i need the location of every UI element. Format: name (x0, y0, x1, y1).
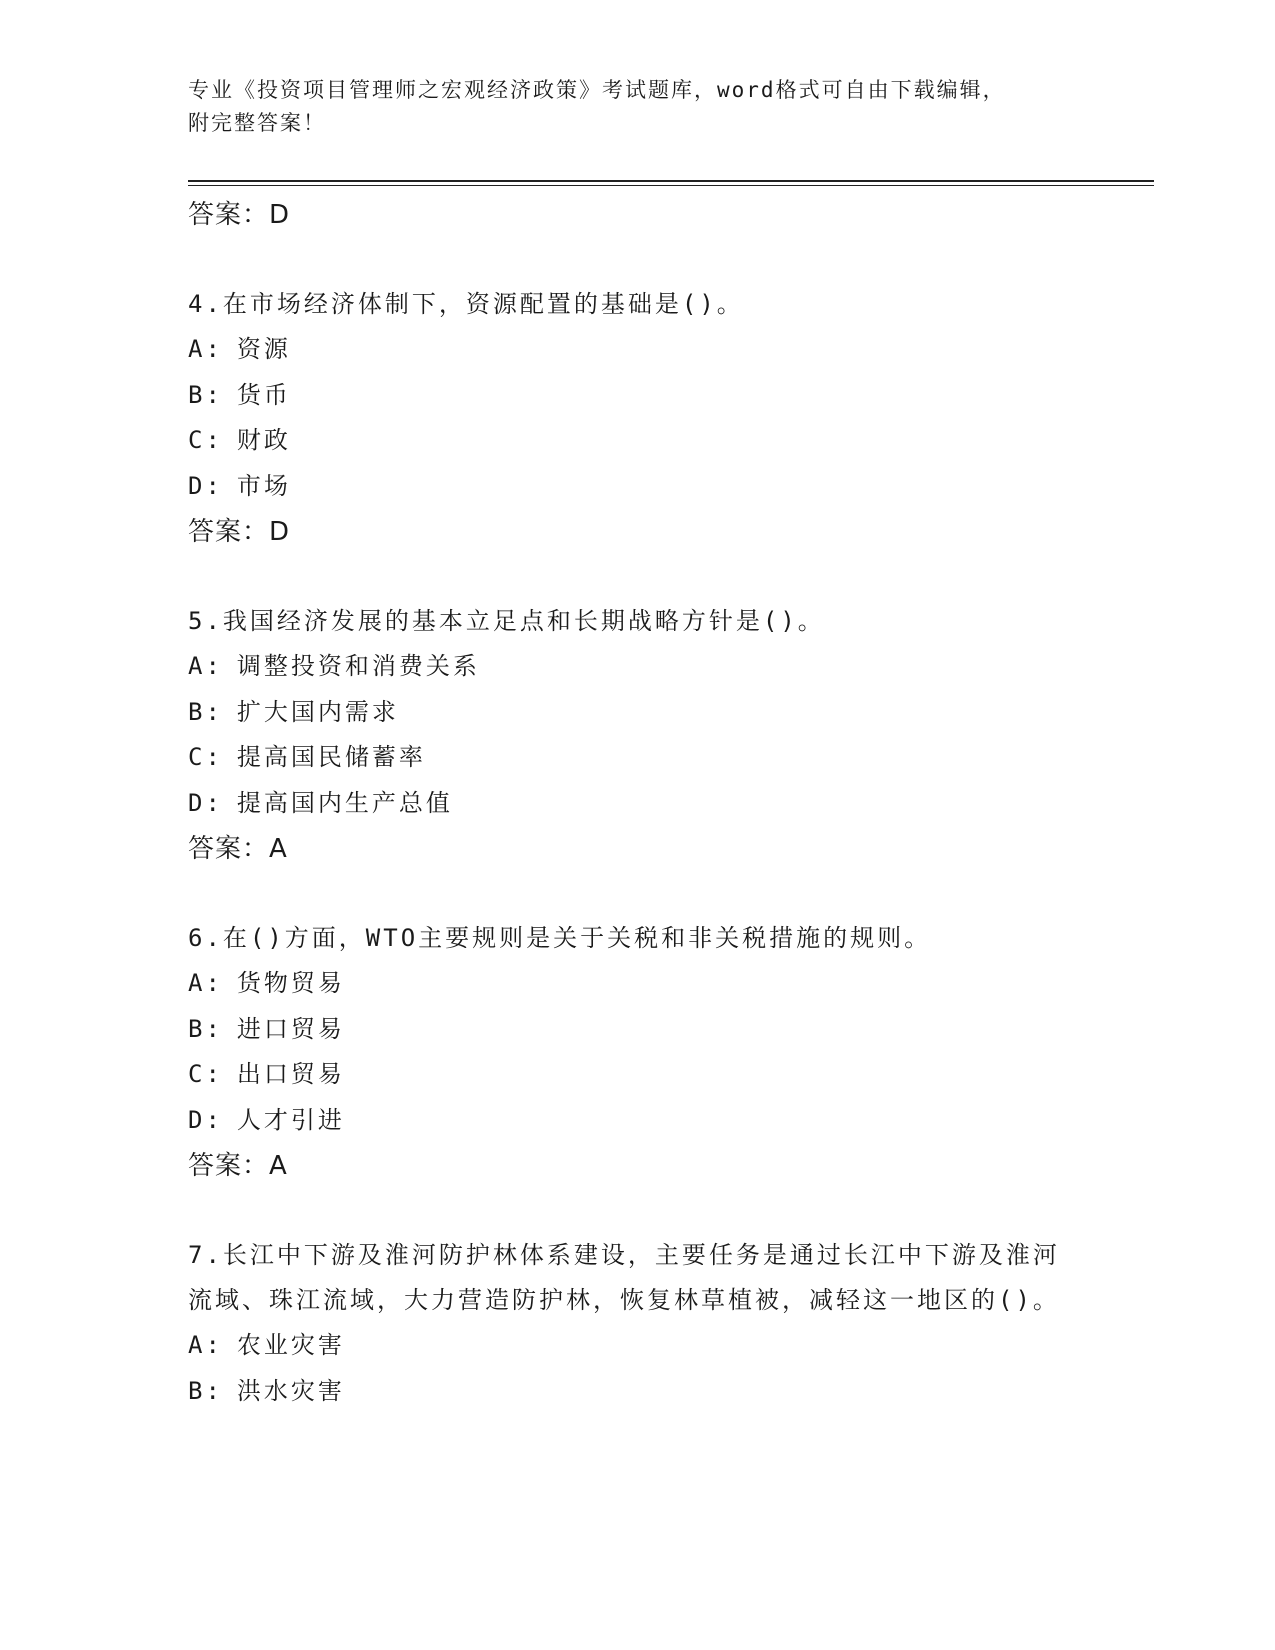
option-b (188, 373, 1068, 419)
option-letter: B: (188, 1014, 223, 1043)
option-a (188, 327, 1068, 373)
option-d (188, 781, 1068, 827)
option-c (188, 1052, 1068, 1098)
option-letter: A: (188, 969, 223, 997)
option-text: 市场 (236, 471, 291, 500)
option-c (188, 735, 1068, 781)
option-letter: D: (188, 788, 223, 817)
question-list (188, 192, 1068, 1414)
question-stem: 5.我国经济发展的基本立足点和长期战略方针是()。 (188, 607, 825, 635)
option-letter: C: (188, 1060, 223, 1088)
option-letter: A: (188, 652, 223, 680)
option-letter: C: (188, 743, 223, 771)
previous-answer: 答案：D (188, 200, 291, 230)
header-line-2: 附完整答案！ (188, 111, 326, 135)
option-text: 提高国民储蓄率 (236, 743, 426, 771)
option-d (188, 1098, 1068, 1144)
question-5 (188, 599, 1068, 872)
question-stem: 7.长江中下游及淮河防护林体系建设，主要任务是通过长江中下游及淮河流域、珠江流域，大力营造防护林，恢复林草植被，减轻这一地区的()。 (188, 1241, 1060, 1314)
question-stem: 4.在市场经济体制下，资源配置的基础是()。 (188, 290, 744, 318)
option-b (188, 690, 1068, 736)
option-letter: D: (188, 471, 223, 500)
option-b (188, 1007, 1068, 1053)
option-text: 洪水灾害 (236, 1376, 345, 1405)
question-answer: 答案：D (188, 517, 291, 547)
option-letter: A: (188, 1331, 223, 1359)
option-text: 扩大国内需求 (236, 697, 399, 726)
option-text: 人才引进 (236, 1105, 345, 1134)
option-a (188, 961, 1068, 1007)
option-text: 调整投资和消费关系 (236, 652, 480, 680)
option-text: 出口贸易 (236, 1060, 345, 1088)
option-letter: A: (188, 335, 223, 363)
option-text: 货币 (236, 380, 291, 409)
option-b (188, 1369, 1068, 1415)
option-c (188, 418, 1068, 464)
option-letter: B: (188, 697, 223, 726)
option-letter: D: (188, 1105, 223, 1134)
option-letter: B: (188, 1376, 223, 1405)
question-stem: 6.在()方面，WTO主要规则是关于关税和非关税措施的规则。 (188, 924, 932, 952)
option-a (188, 644, 1068, 690)
question-4 (188, 282, 1068, 555)
option-text: 货物贸易 (236, 969, 345, 997)
header-divider-thick (188, 180, 1154, 182)
question-answer: 答案：A (188, 834, 288, 864)
question-6 (188, 916, 1068, 1189)
question-answer: 答案：A (188, 1151, 288, 1181)
header-line-1: 专业《投资项目管理师之宏观经济政策》考试题库，word格式可自由下载编辑， (188, 78, 1006, 102)
option-d (188, 464, 1068, 510)
question-7 (188, 1233, 1068, 1414)
option-letter: C: (188, 426, 223, 454)
option-text: 资源 (236, 335, 291, 363)
option-text: 进口贸易 (236, 1014, 345, 1043)
option-text: 财政 (236, 426, 291, 454)
option-letter: B: (188, 380, 223, 409)
option-text: 农业灾害 (236, 1331, 345, 1359)
document-header (188, 74, 1068, 140)
header-divider-thin (188, 185, 1154, 186)
option-a (188, 1323, 1068, 1369)
option-text: 提高国内生产总值 (236, 788, 453, 817)
